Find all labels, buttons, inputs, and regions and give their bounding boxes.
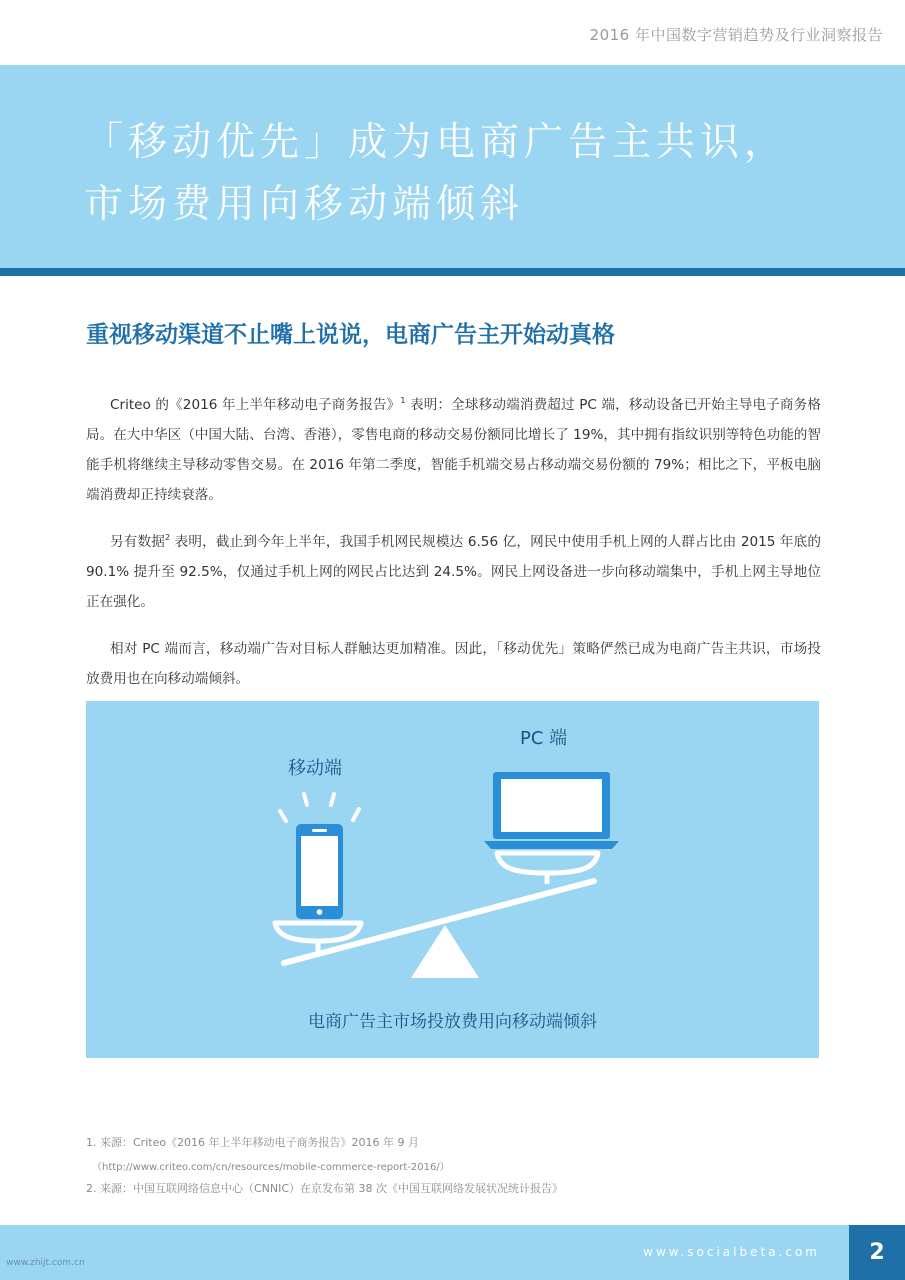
watermark: www.zhijt.com.cn (6, 1258, 85, 1268)
report-title: 2016 年中国数字营销趋势及行业洞察报告 (589, 26, 883, 44)
signal-waves-icon (280, 794, 359, 821)
seesaw-illustration (86, 701, 819, 1058)
banner-divider (0, 268, 905, 276)
paragraph-cnnic-rest: 表明，截止到今年上半年，我国手机网民规模达 6.56 亿，网民中使用手机上网的人群占比由 2015 年底的 90.1% 提升至 92.5%，仅通过手机上网的网民占比达到 24.5%。网民上网设备进一步向移动端集中，手机上网主导地位正在强化。 (86, 534, 822, 610)
paragraph-cnnic (86, 527, 821, 617)
paragraph-criteo-rest: 表明：全球移动端消费超过 PC 端，移动设备已开始主导电子商务格局。在大中华区（中国大陆、台湾、香港），零售电商的移动交易份额同比增长了 19%，其中拥有指纹识别等特色功能的智能手机将继续主导移动零售交易。在 2016 年第二季度，智能手机端交易占移动端交易份额的 79%；相比之下，平板电脑端消费却正持续衰落。 (86, 397, 821, 503)
page-number: 2 (849, 1225, 905, 1280)
seesaw-fulcrum (411, 925, 479, 978)
footnote-ref-1[interactable]: 1 (400, 396, 406, 405)
mobile-tray (275, 923, 361, 941)
paragraph-mobile-first: 相对 PC 端而言，移动端广告对目标人群触达更加精准。因此，「移动优先」策略俨然已成为电商广告主共识，市场投放费用也在向移动端倾斜。 (86, 641, 821, 687)
paragraph-cnnic-start: 另有数据 (110, 534, 166, 550)
mobile-label: 移动端 (288, 758, 342, 779)
seesaw-graphic (86, 701, 819, 1058)
laptop-icon (484, 772, 619, 849)
footnote-1: 1. 来源：Criteo《2016 年上半年移动电子商务报告》2016 年 9 月 (86, 1136, 420, 1149)
page-title-line-1: 「移动优先」成为电商广告主共识， (84, 120, 789, 165)
footnote-1-url[interactable]: （http://www.criteo.com/cn/resources/mobile-commerce-report-2016/） (92, 1162, 450, 1173)
smartphone-icon (296, 824, 343, 919)
illustration-caption: 电商广告主市场投放费用向移动端倾斜 (308, 1012, 597, 1032)
paragraph-criteo (86, 390, 821, 510)
footer-website-link[interactable]: www.socialbeta.com (643, 1245, 820, 1259)
footnote-ref-2[interactable]: 2 (165, 533, 171, 542)
pc-label: PC 端 (520, 728, 568, 749)
paragraph-criteo-start: Criteo 的《2016 年上半年移动电子商务报告》 (110, 397, 401, 413)
footnote-2: 2. 来源：中国互联网络信息中心（CNNIC）在京发布第 38 次《中国互联网络发展状况统计报告》 (86, 1182, 564, 1195)
page-title (84, 112, 788, 236)
footer-bar (0, 1225, 905, 1280)
pc-tray (497, 853, 598, 873)
page-title-line-2: 市场费用向移动端倾斜 (84, 182, 525, 227)
section-heading: 重视移动渠道不止嘴上说说，电商广告主开始动真格 (86, 322, 615, 348)
